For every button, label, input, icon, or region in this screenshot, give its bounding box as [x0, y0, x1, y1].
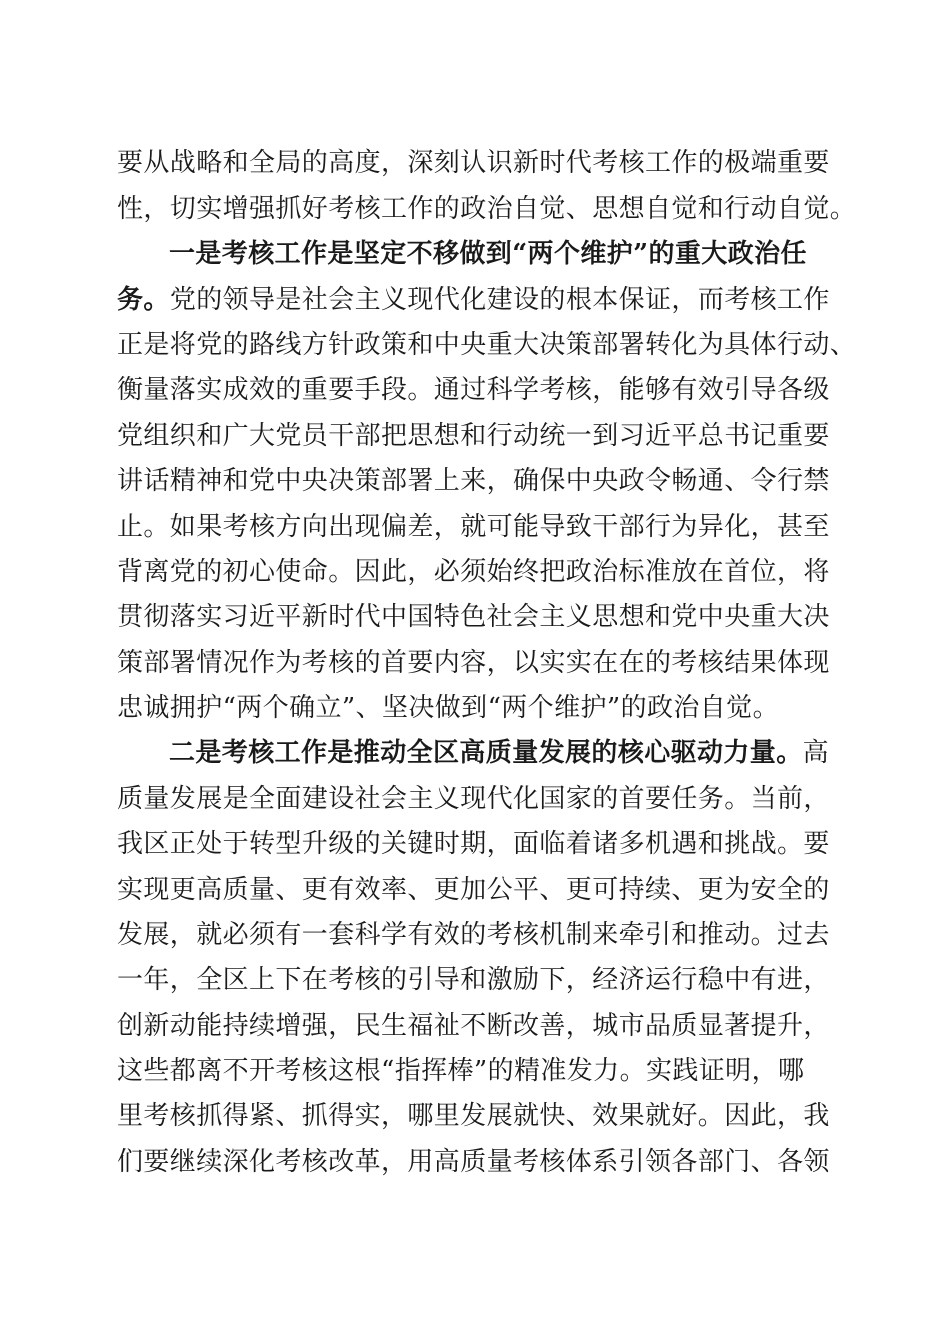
- text-line: 党组织和广大党员干部把思想和行动统一到习近平总书记重要: [117, 421, 830, 451]
- text-line: 一年，全区上下在考核的引导和激励下，经济运行稳中有进，: [117, 965, 830, 995]
- text-line: 衡量落实成效的重要手段。通过科学考核，能够有效引导各级: [117, 375, 830, 405]
- text-line: 贯彻落实习近平新时代中国特色社会主义思想和党中央重大决: [117, 602, 830, 632]
- text-line: 策部署情况作为考核的首要内容，以实实在在的考核结果体现: [117, 648, 830, 678]
- text-line: 实现更高质量、更有效率、更加公平、更可持续、更为安全的: [117, 875, 830, 905]
- paragraph-heading-line: 一是考核工作是坚定不移做到“两个维护”的重大政治任: [169, 239, 807, 269]
- text-line: 们要继续深化考核改革，用高质量考核体系引领各部门、各领: [117, 1147, 830, 1177]
- text-line: 正是将党的路线方针政策和中央重大决策部署转化为具体行动、: [117, 330, 857, 360]
- paragraph-heading-line: 二是考核工作是推动全区高质量发展的核心驱动力量。高: [169, 738, 830, 768]
- text-line: 质量发展是全面建设社会主义现代化国家的首要任务。当前，: [117, 784, 830, 814]
- text-line: 我区正处于转型升级的关键时期，面临着诸多机遇和挑战。要: [117, 829, 830, 859]
- text-line: 务。党的领导是社会主义现代化建设的根本保证，而考核工作: [117, 285, 830, 315]
- text-line: 止。如果考核方向出现偏差，就可能导致干部行为异化，甚至: [117, 512, 830, 542]
- text-line: 忠诚拥护“两个确立”、坚决做到“两个维护”的政治自觉。: [117, 693, 779, 723]
- text-line: 里考核抓得紧、抓得实，哪里发展就快、效果就好。因此，我: [117, 1101, 830, 1131]
- text-line: 发展，就必须有一套科学有效的考核机制来牵引和推动。过去: [117, 920, 830, 950]
- text-line: 背离党的初心使命。因此，必须始终把政治标准放在首位，将: [117, 557, 830, 587]
- text-line: 创新动能持续增强，民生福祉不断改善，城市品质显著提升，: [117, 1011, 830, 1041]
- text-line: 讲话精神和党中央决策部署上来，确保中央政令畅通、令行禁: [117, 466, 830, 496]
- text-line: 这些都离不开考核这根“指挥棒”的精准发力。实践证明，哪: [117, 1056, 805, 1086]
- text-line: 要从战略和全局的高度，深刻认识新时代考核工作的极端重要: [117, 148, 830, 178]
- text-line: 性，切实增强抓好考核工作的政治自觉、思想自觉和行动自觉。: [117, 194, 857, 224]
